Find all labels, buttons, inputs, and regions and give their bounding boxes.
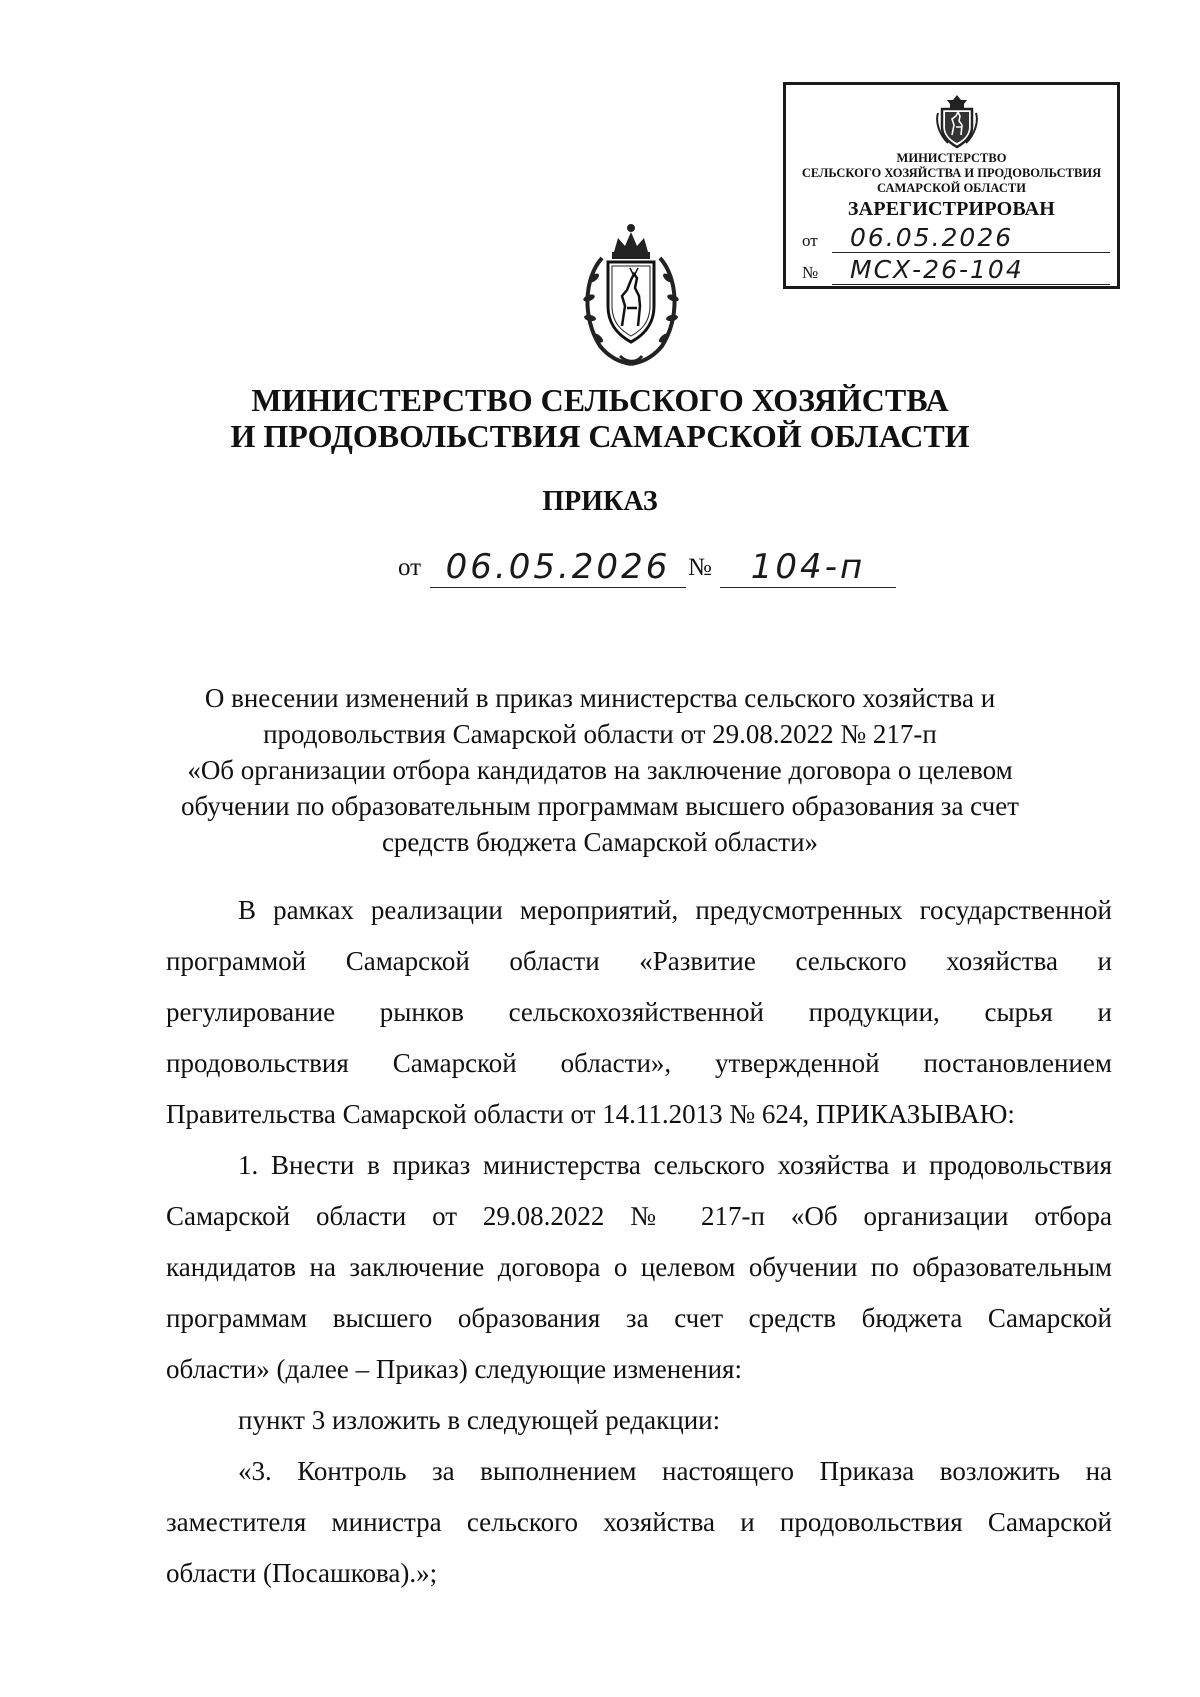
title-line: продовольствия Самарской области от 29.08.2022 № 217-п — [263, 719, 937, 749]
stamp-number-value: МСХ-26-104 — [832, 255, 1110, 285]
order-number-label: № — [688, 554, 712, 581]
ministry-name-line1: МИНИСТЕРСТВО СЕЛЬСКОГО ХОЗЯЙСТВА — [251, 382, 949, 418]
title-line: О внесении изменений в приказ министерства сельского хозяйства и — [204, 683, 996, 713]
order-date-label: от — [398, 554, 422, 581]
stamp-registered-label: ЗАРЕГИСТРИРОВАН — [847, 198, 1056, 220]
stamp-ministry-line1: МИНИСТЕРСТВО — [896, 151, 1007, 165]
body-line: регулирование рынков сельскохозяйственной продукции, сырья и — [166, 997, 1112, 1027]
body-line: заместителя министра сельского хозяйства и продовольствия Самарской — [166, 1507, 1112, 1537]
coat-of-arms-icon — [936, 93, 978, 149]
body-line: области» (далее – Приказ) следующие изменения: — [166, 1354, 742, 1384]
body-line: Правительства Самарской области от 14.11.2013 № 624, ПРИКАЗЫВАЮ: — [166, 1099, 1015, 1129]
body-line: программам высшего образования за счет средств бюджета Самарской — [166, 1303, 1112, 1333]
stamp-date-label: от — [802, 231, 818, 250]
body-line: «3. Контроль за выполнением настоящего Приказа возложить на — [238, 1456, 1112, 1486]
order-number-value: 104-п — [720, 547, 896, 588]
stamp-date-value: 06.05.2026 — [832, 223, 1110, 253]
body-line: Самарской области от 29.08.2022 № 217-п «Об организации отбора — [166, 1201, 1112, 1231]
title-line: «Об организации отбора кандидатов на заключение договора о целевом — [187, 755, 1013, 785]
registration-stamp — [783, 82, 1120, 289]
coat-of-arms-icon — [572, 218, 690, 368]
stamp-ministry-line2: СЕЛЬСКОГО ХОЗЯЙСТВА И ПРОДОВОЛЬСТВИЯ — [801, 166, 1102, 180]
ministry-name-line2: И ПРОДОВОЛЬСТВИЯ САМАРСКОЙ ОБЛАСТИ — [230, 418, 970, 454]
body-line: области (Посашкова).»; — [166, 1558, 438, 1588]
body-line: В рамках реализации мероприятий, предусмотренных государственной — [238, 895, 1112, 925]
body-line: пункт 3 изложить в следующей редакции: — [238, 1405, 721, 1435]
body-line: программой Самарской области «Развитие сельского хозяйства и — [166, 946, 1112, 976]
body-line: продовольствия Самарской области», утвержденной постановлением — [166, 1048, 1112, 1078]
order-date-value: 06.05.2026 — [430, 547, 686, 588]
title-line: средств бюджета Самарской области» — [381, 827, 819, 857]
body-line: 1. Внести в приказ министерства сельского хозяйства и продовольствия — [238, 1150, 1112, 1180]
order-date-number — [398, 540, 898, 590]
title-line: обучении по образовательным программам высшего образования за счет — [181, 791, 1019, 821]
stamp-ministry-line3: САМАРСКОЙ ОБЛАСТИ — [877, 181, 1026, 195]
stamp-number-label: № — [802, 263, 819, 282]
document-type: ПРИКАЗ — [542, 486, 658, 517]
body-line: кандидатов на заключение договора о целевом обучении по образовательным — [166, 1252, 1112, 1282]
